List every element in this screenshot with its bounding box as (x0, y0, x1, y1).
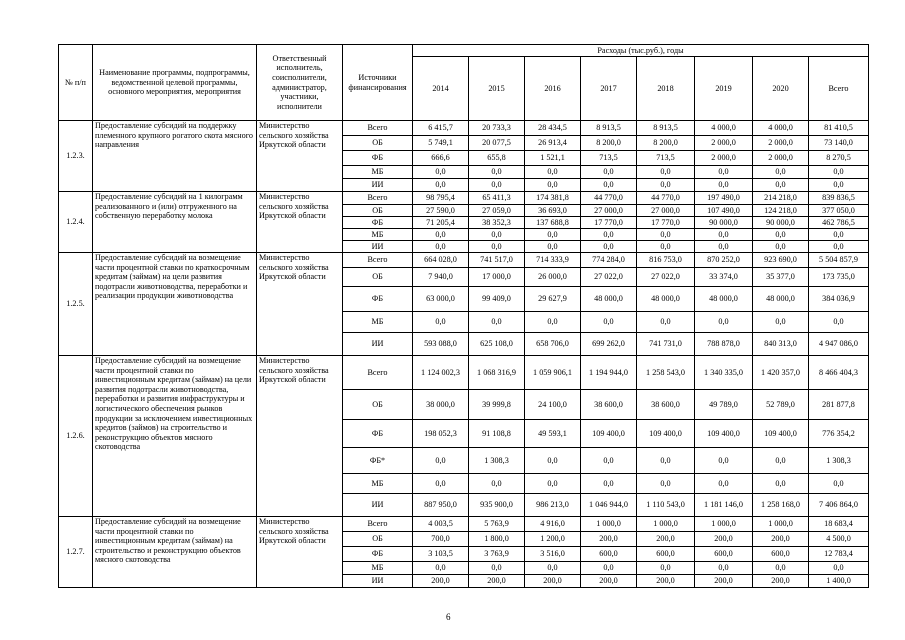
page-number: 6 (446, 612, 451, 622)
expense-value: 839 836,5 (809, 192, 869, 205)
expense-value: 27 000,0 (581, 205, 637, 217)
expense-value: 0,0 (809, 312, 869, 333)
row-responsible: Министерство сельского хозяйства Иркутской области (257, 253, 343, 356)
expense-value: 5 504 857,9 (809, 253, 869, 268)
funding-source: ИИ (343, 575, 413, 588)
expense-value: 1 000,0 (637, 517, 695, 532)
expense-value: 109 400,0 (753, 420, 809, 448)
funding-source: ФБ (343, 287, 413, 312)
expense-value: 1 521,1 (525, 151, 581, 166)
expense-value: 0,0 (413, 229, 469, 241)
expense-value: 600,0 (695, 547, 753, 562)
expense-value: 109 400,0 (695, 420, 753, 448)
expense-value: 200,0 (581, 575, 637, 588)
funding-source: МБ (343, 562, 413, 575)
header-name: Наименование программы, подпрограммы, ведомственной целевой программы, основного мероприятия, мероприятия (93, 45, 257, 121)
expense-value: 0,0 (525, 312, 581, 333)
row-description: Предоставление субсидий на 1 килограмм реализованного и (или) отгруженного на собственную переработку молока (93, 192, 257, 253)
expense-value: 48 000,0 (753, 287, 809, 312)
expense-value: 666,6 (413, 151, 469, 166)
expense-value: 0,0 (581, 312, 637, 333)
expense-value: 4 500,0 (809, 532, 869, 547)
expense-value: 1 194 944,0 (581, 356, 637, 390)
expense-value: 200,0 (695, 532, 753, 547)
expense-value: 63 000,0 (413, 287, 469, 312)
expense-value: 887 950,0 (413, 494, 469, 517)
expense-value: 0,0 (809, 241, 869, 253)
expense-value: 65 411,3 (469, 192, 525, 205)
expense-value: 99 409,0 (469, 287, 525, 312)
expense-value: 7 940,0 (413, 268, 469, 287)
table-row (59, 356, 869, 390)
expense-value: 49 593,1 (525, 420, 581, 448)
expense-value: 384 036,9 (809, 287, 869, 312)
expense-value: 0,0 (695, 166, 753, 179)
row-number: 1.2.7. (59, 517, 93, 588)
expense-value: 0,0 (637, 179, 695, 192)
expense-value: 8 913,5 (637, 121, 695, 136)
expense-value: 24 100,0 (525, 390, 581, 420)
expense-value: 27 022,0 (581, 268, 637, 287)
funding-source: ИИ (343, 494, 413, 517)
expense-value: 0,0 (637, 229, 695, 241)
expense-value: 38 000,0 (413, 390, 469, 420)
expense-value: 39 999,8 (469, 390, 525, 420)
expense-value: 8 200,0 (581, 136, 637, 151)
expense-value: 0,0 (581, 241, 637, 253)
expense-value: 2 000,0 (695, 151, 753, 166)
expense-value: 741 731,0 (637, 333, 695, 356)
expense-value: 0,0 (695, 312, 753, 333)
expense-value: 462 786,5 (809, 217, 869, 229)
expense-value: 664 028,0 (413, 253, 469, 268)
expense-value: 600,0 (581, 547, 637, 562)
expense-value: 109 400,0 (637, 420, 695, 448)
expense-value: 1 059 906,1 (525, 356, 581, 390)
expense-value: 281 877,8 (809, 390, 869, 420)
expense-value: 1 200,0 (525, 532, 581, 547)
expense-value: 0,0 (525, 166, 581, 179)
expense-value: 33 374,0 (695, 268, 753, 287)
expense-value: 0,0 (469, 312, 525, 333)
expense-value: 377 050,0 (809, 205, 869, 217)
expense-value: 0,0 (753, 179, 809, 192)
funding-source: ФБ (343, 151, 413, 166)
expense-value: 741 517,0 (469, 253, 525, 268)
expense-value: 0,0 (469, 229, 525, 241)
expense-value: 91 108,8 (469, 420, 525, 448)
expense-value: 200,0 (637, 575, 695, 588)
expense-value: 2 000,0 (753, 151, 809, 166)
expense-value: 1 800,0 (469, 532, 525, 547)
expense-value: 38 600,0 (637, 390, 695, 420)
expense-value: 0,0 (695, 474, 753, 494)
expense-value: 713,5 (581, 151, 637, 166)
expense-value: 593 088,0 (413, 333, 469, 356)
expense-value: 658 706,0 (525, 333, 581, 356)
funding-source: ФБ (343, 547, 413, 562)
expense-value: 625 108,0 (469, 333, 525, 356)
expense-value: 0,0 (753, 229, 809, 241)
expense-value: 0,0 (469, 241, 525, 253)
expense-value: 600,0 (637, 547, 695, 562)
expense-value: 38 600,0 (581, 390, 637, 420)
expense-value: 0,0 (581, 562, 637, 575)
expense-value: 98 795,4 (413, 192, 469, 205)
expense-value: 5 749,1 (413, 136, 469, 151)
expense-value: 214 218,0 (753, 192, 809, 205)
expense-value: 0,0 (469, 562, 525, 575)
row-description: Предоставление субсидий на поддержку племенного крупного рогатого скота мясного направления (93, 121, 257, 192)
expense-value: 4 000,0 (695, 121, 753, 136)
funding-source: Всего (343, 356, 413, 390)
expense-value: 27 059,0 (469, 205, 525, 217)
table-body (59, 121, 869, 588)
funding-source: ОБ (343, 205, 413, 217)
expense-value: 774 284,0 (581, 253, 637, 268)
expense-value: 0,0 (753, 166, 809, 179)
funding-source: Всего (343, 121, 413, 136)
expense-value: 6 415,7 (413, 121, 469, 136)
expense-value: 923 690,0 (753, 253, 809, 268)
expense-value: 109 400,0 (581, 420, 637, 448)
expense-value: 174 381,8 (525, 192, 581, 205)
expense-value: 0,0 (413, 474, 469, 494)
expense-value: 12 783,4 (809, 547, 869, 562)
expense-value: 0,0 (413, 448, 469, 474)
row-responsible: Министерство сельского хозяйства Иркутской области (257, 192, 343, 253)
funding-source: ИИ (343, 179, 413, 192)
header-source: Источники финансирования (343, 45, 413, 121)
funding-source: ОБ (343, 390, 413, 420)
expense-value: 44 770,0 (581, 192, 637, 205)
expense-value: 870 252,0 (695, 253, 753, 268)
expense-value: 0,0 (753, 448, 809, 474)
expense-value: 200,0 (469, 575, 525, 588)
table-row (59, 192, 869, 205)
funding-source: Всего (343, 517, 413, 532)
expense-value: 0,0 (695, 179, 753, 192)
expense-value: 137 688,8 (525, 217, 581, 229)
header-year: 2016 (525, 57, 581, 121)
expense-value: 200,0 (753, 575, 809, 588)
expense-value: 4 916,0 (525, 517, 581, 532)
expense-value: 986 213,0 (525, 494, 581, 517)
funding-source: Всего (343, 253, 413, 268)
expense-value: 38 352,3 (469, 217, 525, 229)
expense-value: 0,0 (469, 166, 525, 179)
funding-source: ИИ (343, 241, 413, 253)
row-description: Предоставление субсидий на возмещение части процентной ставки по краткосрочным кредитам (займам) на цели развития подотрасли животноводства, переработки и реализации продукции животноводства (93, 253, 257, 356)
expense-value: 1 068 316,9 (469, 356, 525, 390)
expense-value: 788 878,0 (695, 333, 753, 356)
header-year: 2018 (637, 57, 695, 121)
funding-source: ФБ* (343, 448, 413, 474)
expense-value: 0,0 (809, 562, 869, 575)
expense-value: 0,0 (525, 562, 581, 575)
expense-value: 173 735,0 (809, 268, 869, 287)
funding-source: ОБ (343, 268, 413, 287)
expense-value: 1 308,3 (809, 448, 869, 474)
expense-value: 4 003,5 (413, 517, 469, 532)
expense-value: 3 103,5 (413, 547, 469, 562)
expense-value: 7 406 864,0 (809, 494, 869, 517)
expense-value: 0,0 (695, 562, 753, 575)
expense-value: 1 046 944,0 (581, 494, 637, 517)
header-year: 2014 (413, 57, 469, 121)
expense-value: 81 410,5 (809, 121, 869, 136)
expense-value: 1 181 146,0 (695, 494, 753, 517)
row-description: Предоставление субсидий на возмещение части процентной ставки по инвестиционным кредитам (займам) на строительство и реконструкцию объектов мясного скотоводства (93, 517, 257, 588)
expense-value: 26 913,4 (525, 136, 581, 151)
table-row (59, 517, 869, 532)
expense-value: 0,0 (525, 474, 581, 494)
header-responsible: Ответственный исполнитель, соисполнители, администратор, участники, исполнители (257, 45, 343, 121)
expense-value: 5 763,9 (469, 517, 525, 532)
expense-value: 0,0 (413, 166, 469, 179)
expense-value: 0,0 (525, 229, 581, 241)
expense-value: 107 490,0 (695, 205, 753, 217)
expense-value: 0,0 (753, 474, 809, 494)
header-num: № п/п (59, 45, 93, 121)
expense-value: 200,0 (637, 532, 695, 547)
expense-value: 48 000,0 (581, 287, 637, 312)
expense-value: 52 789,0 (753, 390, 809, 420)
expense-value: 1 400,0 (809, 575, 869, 588)
expense-value: 776 354,2 (809, 420, 869, 448)
expense-value: 17 770,0 (581, 217, 637, 229)
row-number: 1.2.4. (59, 192, 93, 253)
expense-value: 20 077,5 (469, 136, 525, 151)
expense-value: 1 258 168,0 (753, 494, 809, 517)
expense-value: 0,0 (413, 241, 469, 253)
expense-value: 200,0 (695, 575, 753, 588)
expense-value: 2 000,0 (695, 136, 753, 151)
expense-value: 17 000,0 (469, 268, 525, 287)
funding-source: МБ (343, 312, 413, 333)
expense-value: 0,0 (695, 241, 753, 253)
expense-value: 0,0 (525, 179, 581, 192)
expense-value: 0,0 (753, 562, 809, 575)
expense-value: 8 913,5 (581, 121, 637, 136)
header-year: 2017 (581, 57, 637, 121)
expense-value: 8 466 404,3 (809, 356, 869, 390)
expense-value: 49 789,0 (695, 390, 753, 420)
expense-value: 0,0 (469, 179, 525, 192)
expense-value: 655,8 (469, 151, 525, 166)
expense-value: 0,0 (413, 179, 469, 192)
row-number: 1.2.3. (59, 121, 93, 192)
funding-source: ИИ (343, 333, 413, 356)
expense-value: 0,0 (637, 448, 695, 474)
expense-value: 90 000,0 (695, 217, 753, 229)
header-year: 2020 (753, 57, 809, 121)
expense-value: 0,0 (637, 474, 695, 494)
expense-value: 44 770,0 (637, 192, 695, 205)
row-number: 1.2.6. (59, 356, 93, 517)
expense-value: 0,0 (581, 448, 637, 474)
expense-value: 28 434,5 (525, 121, 581, 136)
expense-value: 1 258 543,0 (637, 356, 695, 390)
expense-value: 200,0 (413, 575, 469, 588)
expense-value: 124 218,0 (753, 205, 809, 217)
expense-value: 0,0 (809, 229, 869, 241)
funding-source: МБ (343, 474, 413, 494)
expense-value: 600,0 (753, 547, 809, 562)
expense-value: 714 333,9 (525, 253, 581, 268)
expense-value: 0,0 (525, 241, 581, 253)
expense-value: 3 516,0 (525, 547, 581, 562)
header-year: Всего (809, 57, 869, 121)
expense-value: 17 770,0 (637, 217, 695, 229)
funding-source: МБ (343, 229, 413, 241)
expenses-table (58, 44, 869, 588)
expense-value: 2 000,0 (753, 136, 809, 151)
expense-value: 4 000,0 (753, 121, 809, 136)
expense-value: 20 733,3 (469, 121, 525, 136)
expense-value: 8 200,0 (637, 136, 695, 151)
expense-value: 713,5 (637, 151, 695, 166)
funding-source: ФБ (343, 420, 413, 448)
expense-value: 200,0 (581, 532, 637, 547)
expense-value: 700,0 (413, 532, 469, 547)
table-row (59, 121, 869, 136)
expense-value: 200,0 (753, 532, 809, 547)
expense-value: 198 052,3 (413, 420, 469, 448)
expense-value: 90 000,0 (753, 217, 809, 229)
funding-source: МБ (343, 166, 413, 179)
expense-value: 699 262,0 (581, 333, 637, 356)
expense-value: 8 270,5 (809, 151, 869, 166)
expense-value: 0,0 (637, 241, 695, 253)
row-responsible: Министерство сельского хозяйства Иркутской области (257, 356, 343, 517)
row-responsible: Министерство сельского хозяйства Иркутской области (257, 121, 343, 192)
expense-value: 1 000,0 (753, 517, 809, 532)
expense-value: 73 140,0 (809, 136, 869, 151)
expense-value: 48 000,0 (637, 287, 695, 312)
expense-value: 0,0 (581, 179, 637, 192)
expense-value: 27 590,0 (413, 205, 469, 217)
expense-value: 18 683,4 (809, 517, 869, 532)
expense-value: 0,0 (637, 562, 695, 575)
expense-value: 3 763,9 (469, 547, 525, 562)
expense-value: 0,0 (469, 474, 525, 494)
expense-value: 0,0 (809, 179, 869, 192)
expense-value: 0,0 (753, 241, 809, 253)
funding-source: Всего (343, 192, 413, 205)
funding-source: ОБ (343, 532, 413, 547)
expense-value: 1 000,0 (581, 517, 637, 532)
row-description: Предоставление субсидий на возмещение части процентной ставки по инвестиционным кредитам (займам) на цели развития подотрасли животноводства, переработки и развития инфраструктуры и логистического обеспечения рынков продукции за исключением инвестиционных кредитов (займов) на строительство и реконструкцию объектов мясного скотоводства (93, 356, 257, 517)
header-expenses: Расходы (тыс.руб.), годы (413, 45, 869, 57)
expense-value: 1 308,3 (469, 448, 525, 474)
expense-value: 48 000,0 (695, 287, 753, 312)
expense-value: 0,0 (581, 474, 637, 494)
expense-value: 1 110 543,0 (637, 494, 695, 517)
expense-value: 0,0 (695, 229, 753, 241)
expense-value: 0,0 (637, 312, 695, 333)
expense-value: 816 753,0 (637, 253, 695, 268)
expense-value: 0,0 (809, 166, 869, 179)
funding-source: ОБ (343, 136, 413, 151)
header-year: 2019 (695, 57, 753, 121)
row-responsible: Министерство сельского хозяйства Иркутской области (257, 517, 343, 588)
expense-value: 197 490,0 (695, 192, 753, 205)
expense-value: 1 000,0 (695, 517, 753, 532)
expense-value: 0,0 (581, 166, 637, 179)
expense-value: 71 205,4 (413, 217, 469, 229)
expense-value: 1 124 002,3 (413, 356, 469, 390)
expense-value: 0,0 (413, 312, 469, 333)
expense-value: 0,0 (637, 166, 695, 179)
expense-value: 0,0 (753, 312, 809, 333)
expense-value: 36 693,0 (525, 205, 581, 217)
expense-value: 27 000,0 (637, 205, 695, 217)
expense-value: 27 022,0 (637, 268, 695, 287)
expense-value: 26 000,0 (525, 268, 581, 287)
expense-value: 840 313,0 (753, 333, 809, 356)
expense-value: 0,0 (525, 448, 581, 474)
expense-value: 0,0 (413, 562, 469, 575)
funding-source: ФБ (343, 217, 413, 229)
expense-value: 935 900,0 (469, 494, 525, 517)
expense-value: 4 947 086,0 (809, 333, 869, 356)
expense-value: 0,0 (809, 474, 869, 494)
table-row (59, 253, 869, 268)
expense-value: 1 420 357,0 (753, 356, 809, 390)
expense-value: 29 627,9 (525, 287, 581, 312)
expense-value: 200,0 (525, 575, 581, 588)
row-number: 1.2.5. (59, 253, 93, 356)
expense-value: 0,0 (581, 229, 637, 241)
expense-value: 35 377,0 (753, 268, 809, 287)
expense-value: 1 340 335,0 (695, 356, 753, 390)
expense-value: 0,0 (695, 448, 753, 474)
header-year: 2015 (469, 57, 525, 121)
